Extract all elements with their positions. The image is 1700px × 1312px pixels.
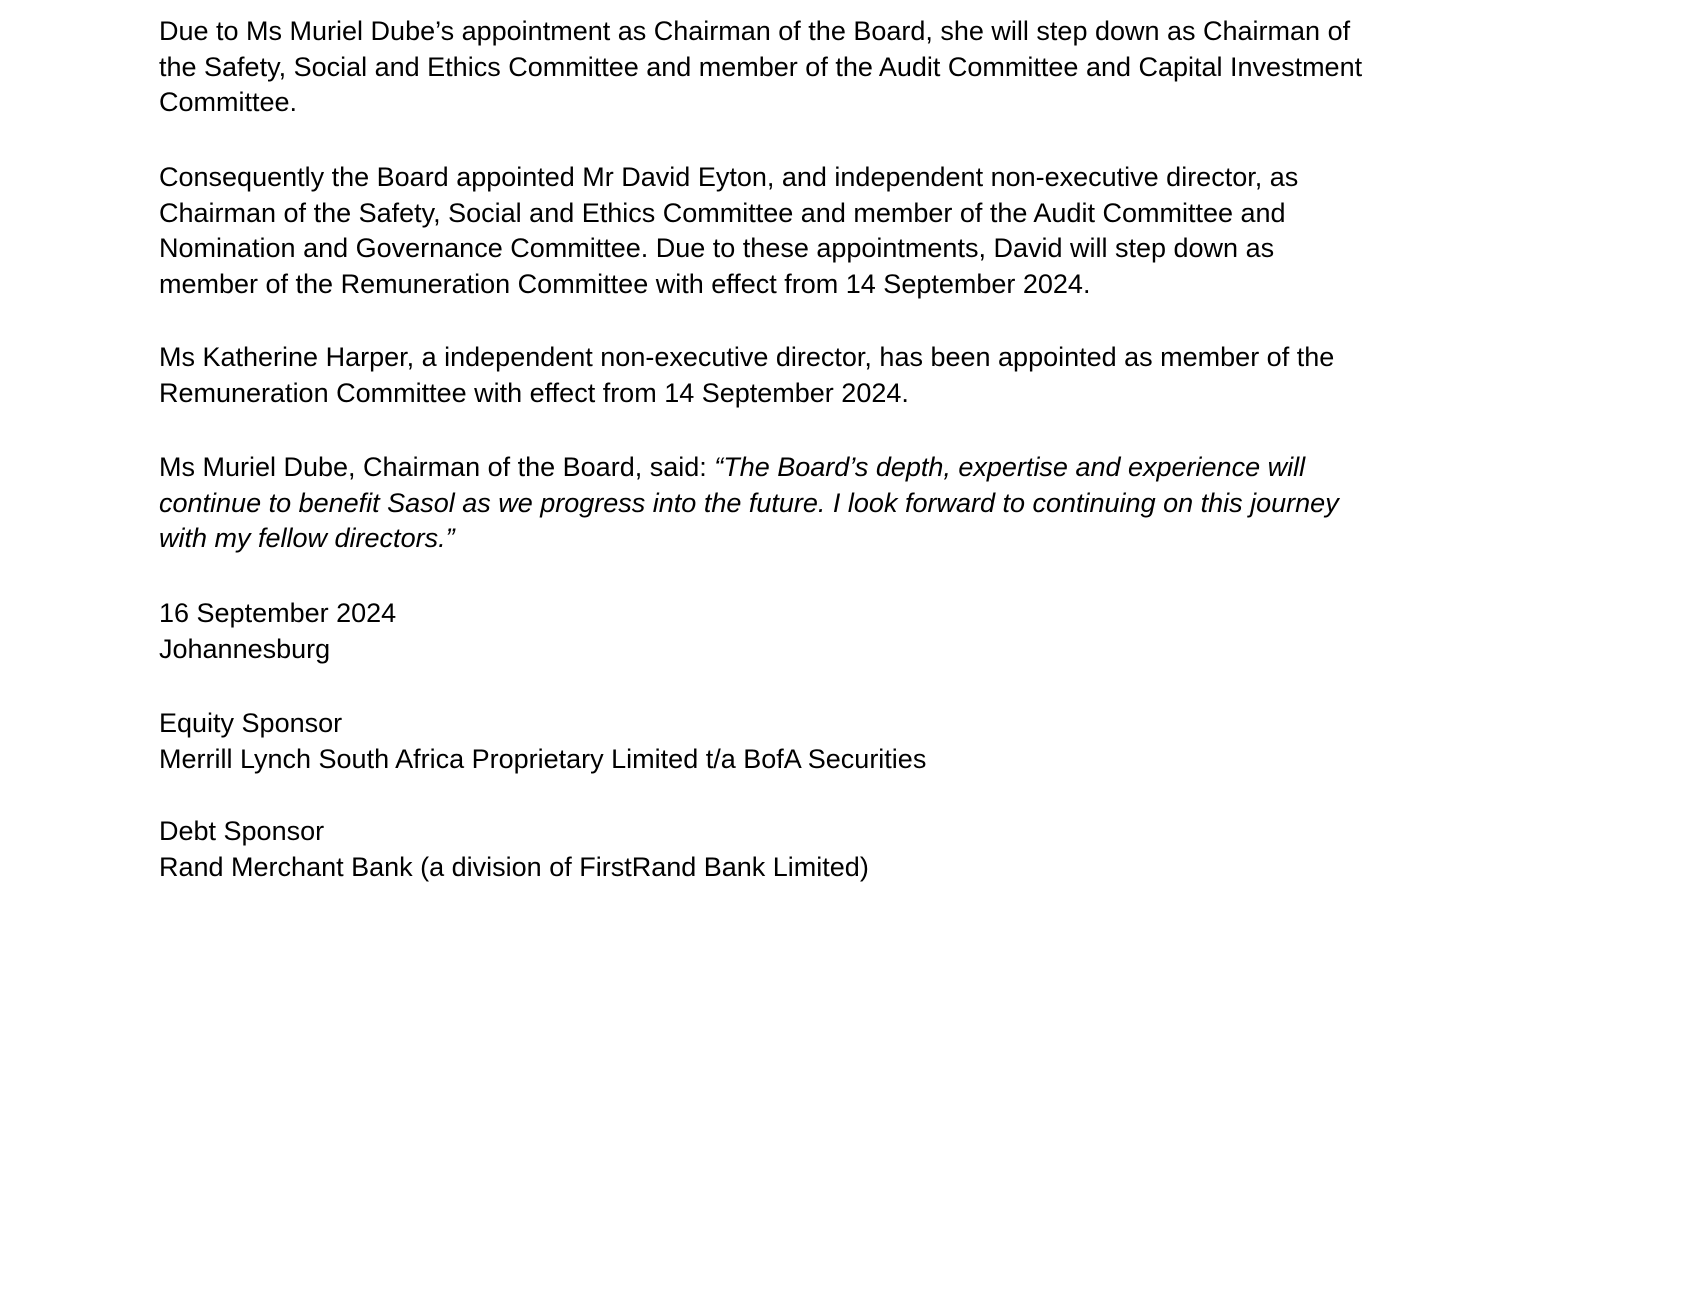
quote-text: with my fellow directors.” bbox=[159, 523, 455, 553]
date: 16 September 2024 bbox=[159, 598, 397, 628]
quote-intro: Ms Muriel Dube, Chairman of the Board, said: bbox=[159, 452, 715, 482]
paragraph-david-eyton-appointment bbox=[159, 160, 1298, 302]
text-line: Ms Katherine Harper, a independent non-executive director, has been appointed as member of the bbox=[159, 342, 1335, 372]
text-line: Committee. bbox=[159, 87, 298, 117]
dateline bbox=[159, 596, 396, 667]
equity-sponsor-name: Merrill Lynch South Africa Proprietary Limited t/a BofA Securities bbox=[159, 743, 927, 774]
debt-sponsor-label: Debt Sponsor bbox=[159, 816, 325, 846]
equity-sponsor bbox=[159, 706, 926, 777]
place: Johannesburg bbox=[159, 633, 331, 664]
text-line: Due to Ms Muriel Dube’s appointment as Chairman of the Board, she will step down as Chairman of bbox=[159, 16, 1351, 46]
text-line: Remuneration Committee with effect from 14 September 2024. bbox=[159, 377, 909, 408]
text-line: Nomination and Governance Committee. Due to these appointments, David will step down as bbox=[159, 233, 1275, 263]
text-line: member of the Remuneration Committee with effect from 14 September 2024. bbox=[159, 268, 1091, 299]
paragraph-chairman-step-down bbox=[159, 14, 1362, 121]
quote-text: “The Board’s depth, expertise and experience will bbox=[714, 452, 1306, 482]
text-line: Chairman of the Safety, Social and Ethics Committee and member of the Audit Committee and bbox=[159, 197, 1286, 228]
quote-text: continue to benefit Sasol as we progress into the future. I look forward to continuing on this journey bbox=[159, 487, 1339, 518]
paragraph-chairman-quote bbox=[159, 450, 1339, 557]
debt-sponsor-name: Rand Merchant Bank (a division of FirstRand Bank Limited) bbox=[159, 851, 869, 882]
text-line bbox=[159, 450, 1339, 486]
text-line: the Safety, Social and Ethics Committee and member of the Audit Committee and Capital Investment bbox=[159, 51, 1363, 82]
equity-sponsor-label: Equity Sponsor bbox=[159, 708, 343, 738]
debt-sponsor bbox=[159, 814, 869, 885]
text-line: Consequently the Board appointed Mr David Eyton, and independent non-executive director, as bbox=[159, 162, 1299, 192]
paragraph-katherine-harper-appointment bbox=[159, 340, 1334, 411]
